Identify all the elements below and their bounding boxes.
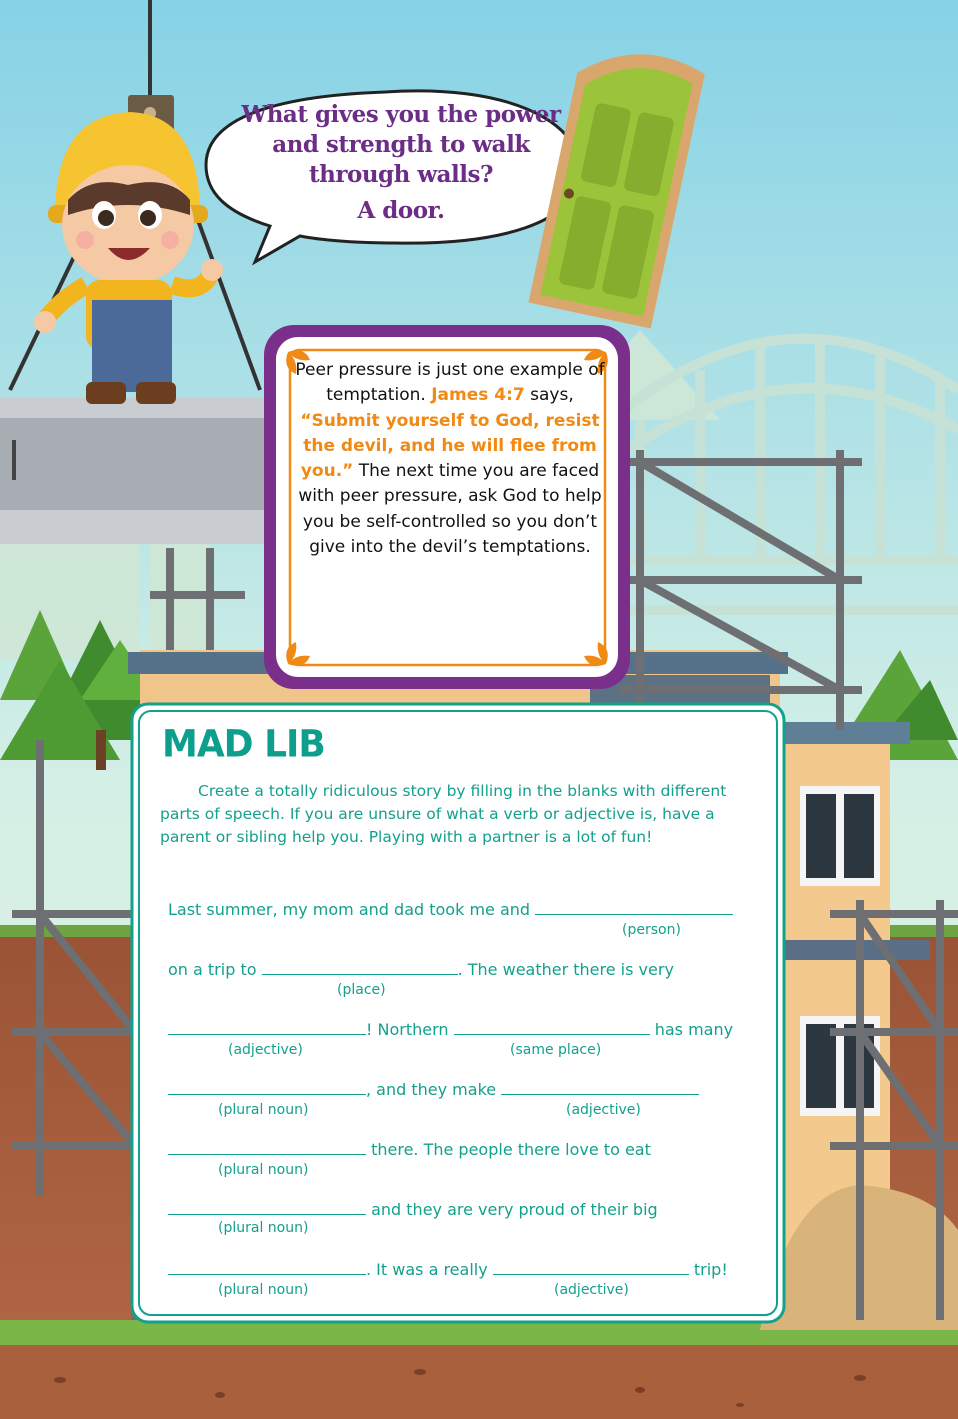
blank-adjective[interactable] xyxy=(493,1260,689,1275)
madlib-line-1 xyxy=(168,900,733,919)
blank-plural-noun[interactable] xyxy=(168,1260,366,1275)
blank-plural-noun[interactable] xyxy=(168,1200,366,1215)
madlib-instructions xyxy=(160,780,770,849)
madlib-line-text: . It was a really xyxy=(366,1260,493,1279)
blank-place[interactable] xyxy=(262,960,458,975)
blank-adjective[interactable] xyxy=(501,1080,699,1095)
blank-same-place[interactable] xyxy=(454,1020,650,1035)
madlib-line-2 xyxy=(168,960,674,979)
hint-adjective: (adjective) xyxy=(228,1042,303,1058)
hint-plural-noun: (plural noun) xyxy=(218,1162,309,1178)
madlib-line-text: , and they make xyxy=(366,1080,502,1099)
blank-plural-noun[interactable] xyxy=(168,1080,366,1095)
madlib-line-text: Last summer, my mom and dad took me and xyxy=(168,900,536,919)
hint-same-place: (same place) xyxy=(510,1042,602,1058)
madlib-line-7 xyxy=(168,1260,728,1279)
madlib-line-text: there. The people there love to eat xyxy=(366,1140,651,1159)
hint-adjective: (adjective) xyxy=(566,1102,641,1118)
hint-plural-noun: (plural noun) xyxy=(218,1102,309,1118)
madlib-line-4 xyxy=(168,1080,699,1099)
card-intro: Peer pressure is just one example of temptation. xyxy=(295,360,605,406)
joke-text xyxy=(236,100,566,226)
hint-plural-noun: (plural noun) xyxy=(218,1220,309,1236)
hint-plural-noun: (plural noun) xyxy=(218,1282,309,1298)
steel-beam-icon xyxy=(0,398,275,544)
madlib-line-text: has many xyxy=(649,1020,734,1039)
hint-adjective: (adjective) xyxy=(554,1282,629,1298)
joke-answer: A door. xyxy=(357,197,445,224)
card-says: says, xyxy=(524,385,574,406)
temptation-card-text xyxy=(290,358,610,560)
madlib-line-text: ! Northern xyxy=(366,1020,454,1039)
card-scripture-quote: “Submit yourself to God, resist the devil, and he will flee from you.” xyxy=(300,410,600,482)
card-scripture-reference: James 4:7 xyxy=(431,385,525,406)
blank-plural-noun[interactable] xyxy=(168,1140,366,1155)
hint-person: (person) xyxy=(622,922,681,938)
blank-person[interactable] xyxy=(535,900,733,915)
madlib-line-text: on a trip to xyxy=(168,960,262,979)
madlib-instructions-text: Create a totally ridiculous story by filling in the blanks with different parts of speech. If you are unsure of what a verb or adjective is, have a parent or sibling help you. Playing with a partner is a lot of fun! xyxy=(160,782,727,846)
card-advice: The next time you are faced with peer pressure, ask God to help you be self-controlled so you don’t give into the devil’s temptations. xyxy=(298,461,602,558)
blank-adjective[interactable] xyxy=(168,1020,366,1035)
madlib-line-5 xyxy=(168,1140,651,1159)
madlib-line-3 xyxy=(168,1020,733,1039)
madlib-line-text: trip! xyxy=(688,1260,728,1279)
madlib-line-6 xyxy=(168,1200,658,1219)
joke-question: What gives you the power and strength to walk through walls? xyxy=(241,101,561,188)
madlib-line-text: . The weather there is very xyxy=(457,960,674,979)
madlib-title: MAD LIB xyxy=(162,722,325,767)
hint-place: (place) xyxy=(337,982,386,998)
madlib-line-text: and they are very proud of their big xyxy=(366,1200,658,1219)
